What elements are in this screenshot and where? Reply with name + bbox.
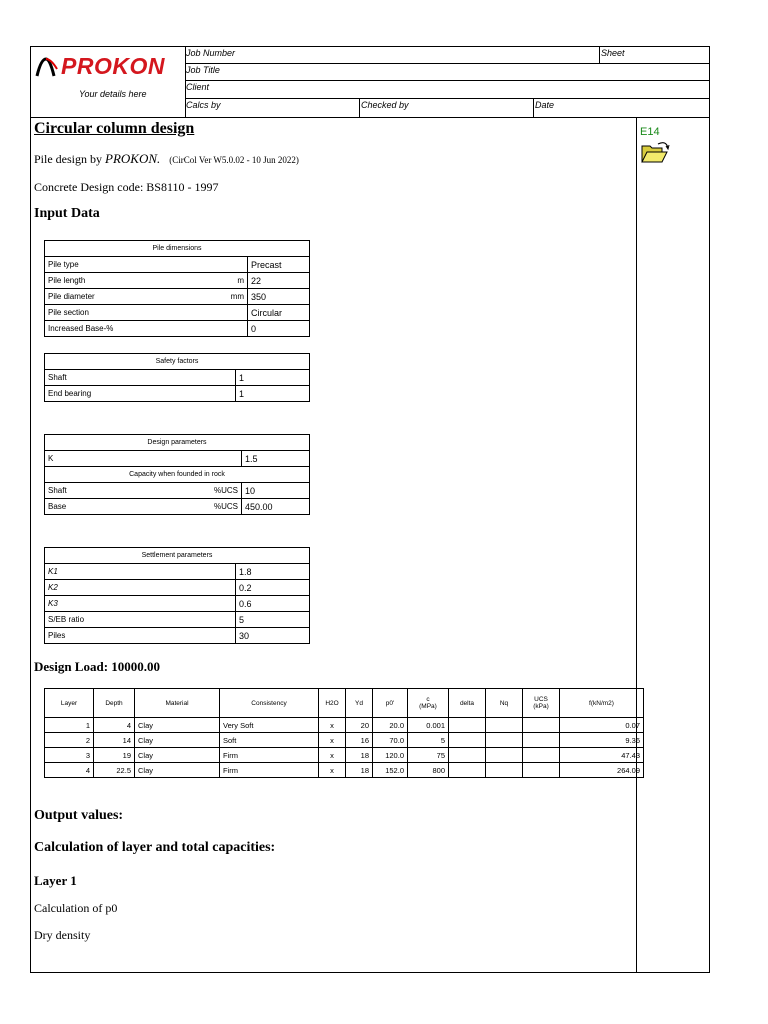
table-row-value: 0.2	[236, 580, 310, 596]
margin-divider	[636, 117, 637, 973]
table-row-value: 450.00	[242, 499, 310, 515]
column-header: c (MPa)	[408, 689, 449, 718]
page-title: Circular column design	[34, 120, 195, 137]
table-row-value: Precast	[248, 257, 310, 273]
column-header: p0'	[373, 689, 408, 718]
client-label: Client	[186, 82, 210, 92]
table-row-value: 1	[236, 386, 310, 402]
table-row-value: 350	[248, 289, 310, 305]
calc-p0-text: Calculation of p0	[34, 901, 118, 915]
table-row-value: 0	[248, 321, 310, 337]
settlement-parameters-heading: Settlement parameters	[45, 548, 310, 564]
pile-design-prefix: Pile design by	[34, 152, 105, 166]
table-row: 1 4 Clay Very Soft x 20 20.0 0.001 0.07	[45, 718, 644, 733]
table-row-value: 30	[236, 628, 310, 644]
table-row-label: End bearing	[45, 386, 236, 402]
calculation-heading: Calculation of layer and total capacities:	[34, 840, 276, 855]
table-row-value: 1.5	[242, 451, 310, 467]
pile-design-brand: PROKON.	[105, 151, 161, 166]
dry-density-text: Dry density	[34, 928, 91, 942]
pile-dimensions-heading: Pile dimensions	[45, 241, 310, 257]
open-folder-icon[interactable]	[640, 140, 670, 164]
pile-design-line	[34, 151, 299, 167]
column-header: Yd	[346, 689, 373, 718]
job-title-label: Job Title	[186, 65, 220, 75]
table-row-label: Piles	[45, 628, 236, 644]
safety-factors-table	[44, 353, 310, 402]
sheet-label: Sheet	[601, 48, 625, 58]
calcs-by-label: Calcs by	[186, 100, 221, 110]
date-label: Date	[535, 100, 555, 110]
column-header: f(kN/m2)	[560, 689, 644, 718]
input-data-heading: Input Data	[34, 206, 100, 221]
prokon-logo-text: PROKON	[61, 53, 165, 79]
settlement-parameters-table	[44, 547, 310, 644]
column-header: Material	[135, 689, 220, 718]
logo-cell	[31, 47, 186, 117]
table-row-value: 5	[236, 612, 310, 628]
table-row-label: K1	[45, 564, 236, 580]
table-row-value: 0.6	[236, 596, 310, 612]
table-row-label: Shaft	[45, 370, 236, 386]
design-parameters-table: Design parameters K 1.5 Capacity when founded in rock Shaft %UCS 10 Base %UCS 450.00	[44, 434, 310, 515]
table-row: 4 22.5 Clay Firm x 18 152.0 800 264.09	[45, 763, 644, 778]
safety-factors-heading: Safety factors	[45, 354, 310, 370]
column-header: H2O	[319, 689, 346, 718]
table-row-value: Circular	[248, 305, 310, 321]
design-load-text: Design Load: 10000.00	[34, 659, 161, 674]
table-row-label: K3	[45, 596, 236, 612]
table-row-label: Increased Base-%	[45, 321, 202, 337]
table-row-value: 1.8	[236, 564, 310, 580]
column-header: UCS (kPa)	[523, 689, 560, 718]
output-values-heading: Output values:	[34, 808, 124, 823]
table-row-label: Pile length	[45, 273, 202, 289]
table-row-label: K	[45, 451, 242, 467]
table-row-value: 10	[242, 483, 310, 499]
your-details-text: Your details here	[79, 89, 147, 99]
layers-table	[44, 688, 644, 778]
column-header: Depth	[94, 689, 135, 718]
table-row-label: Pile type	[45, 257, 202, 273]
version-text: (CirCol Ver W5.0.02 - 10 Jun 2022)	[169, 155, 299, 165]
column-header: delta	[449, 689, 486, 718]
table-row-label: S/EB ratio	[45, 612, 236, 628]
column-header: Nq	[486, 689, 523, 718]
table-row: 3 19 Clay Firm x 18 120.0 75 47.43	[45, 748, 644, 763]
table-row-label: Base	[45, 499, 202, 515]
table-row-label: Shaft	[45, 483, 202, 499]
table-row-value: 1	[236, 370, 310, 386]
column-header: Consistency	[220, 689, 319, 718]
prokon-arch-icon	[35, 57, 59, 77]
header-block	[30, 46, 710, 118]
pile-dimensions-table: Pile dimensions Pile type Precast Pile length m 22 Pile diameter mm 350 Pile section Circular Increased Base-% 0	[44, 240, 310, 337]
table-row-label: K2	[45, 580, 236, 596]
table-row-label: Pile section	[45, 305, 202, 321]
rock-capacity-heading: Capacity when founded in rock	[45, 467, 310, 483]
table-row: 2 14 Clay Soft x 16 70.0 5 9.36	[45, 733, 644, 748]
design-parameters-heading: Design parameters	[45, 435, 310, 451]
layer-heading: Layer 1	[34, 873, 77, 888]
column-header: Layer	[45, 689, 94, 718]
design-code-text: Concrete Design code: BS8110 - 1997	[34, 180, 219, 194]
section-code: E14	[640, 126, 660, 138]
table-row-label: Pile diameter	[45, 289, 202, 305]
job-number-label: Job Number	[186, 48, 236, 58]
table-row-value: 22	[248, 273, 310, 289]
checked-by-label: Checked by	[361, 100, 409, 110]
